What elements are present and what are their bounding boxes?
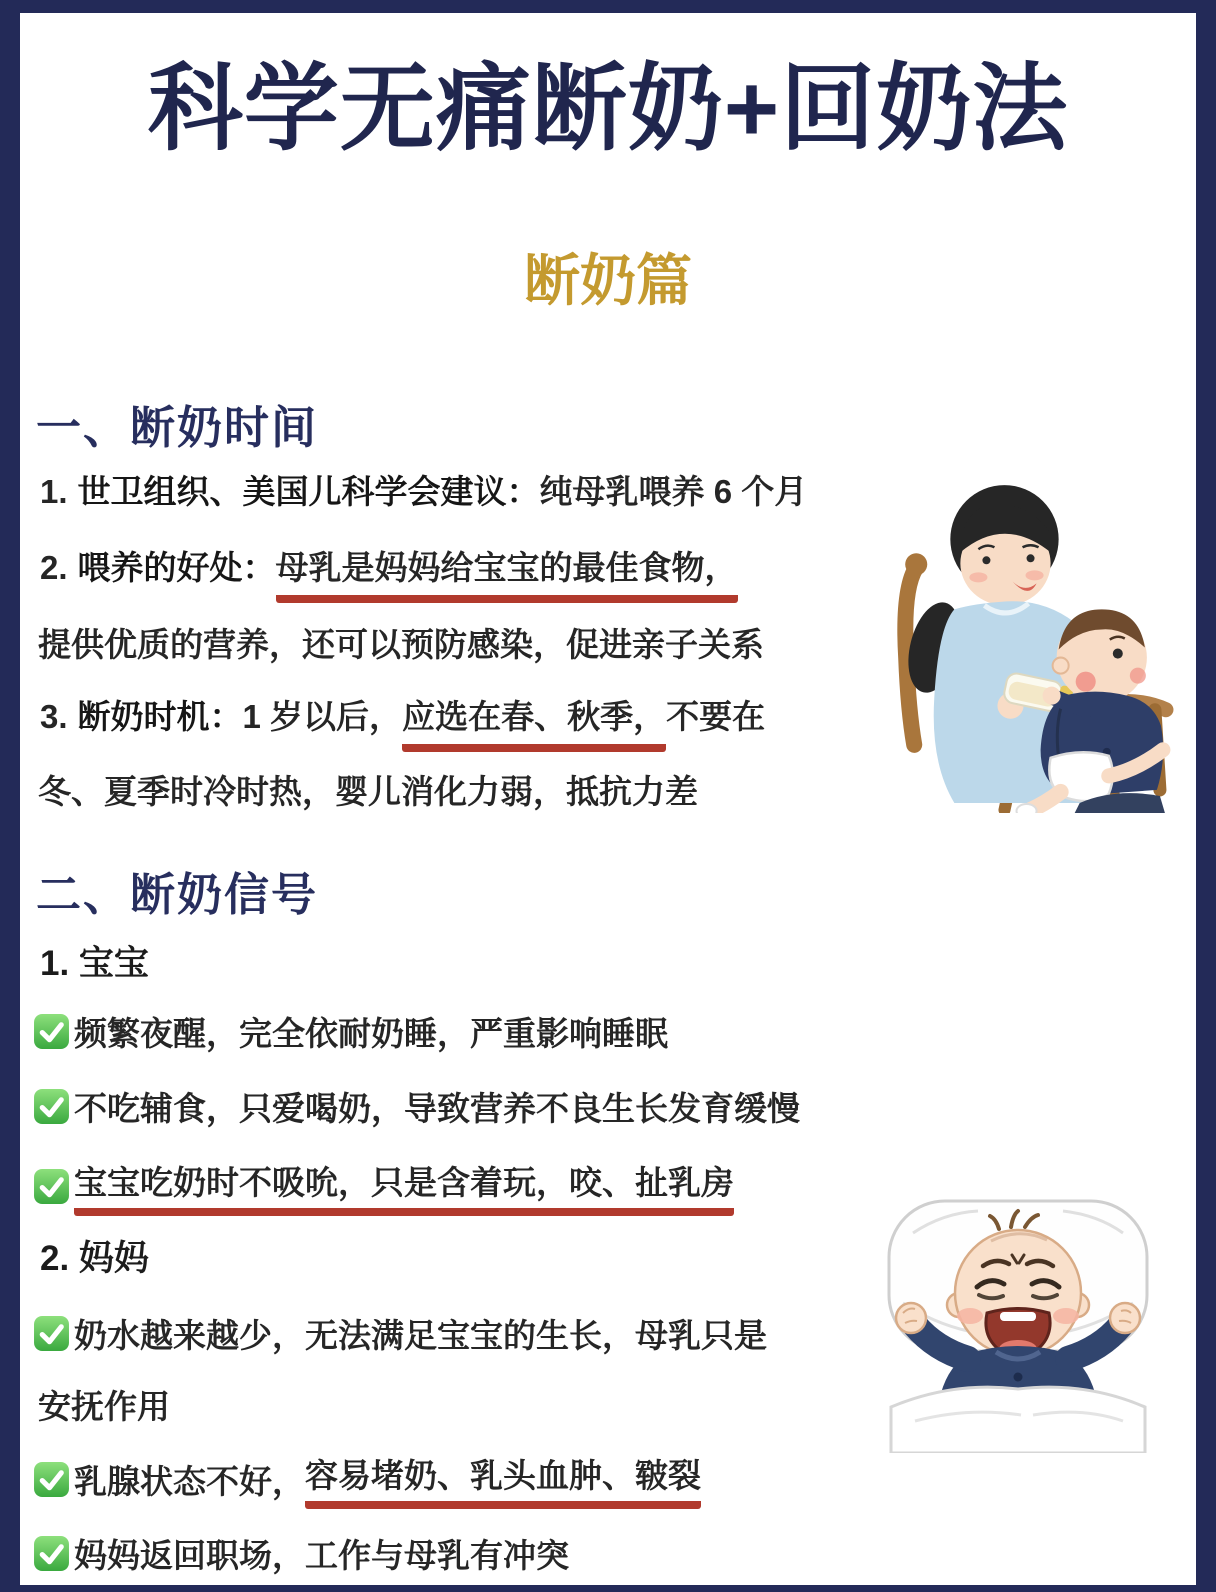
underlined-text: 容易堵奶、乳头血肿、皲裂 — [305, 1450, 701, 1509]
list-item-who-recommendation — [40, 470, 807, 515]
item-number: 1. — [40, 473, 68, 510]
crying-baby-illustration — [868, 1163, 1168, 1453]
item-number: 2. — [40, 549, 68, 586]
underlined-text: 应选在春、秋季， — [402, 695, 666, 752]
check-icon — [33, 1088, 70, 1125]
check-icon — [33, 1535, 70, 1572]
item-bold-text: 喂养的好处： — [77, 549, 276, 586]
check-item-breast-condition — [33, 1450, 701, 1509]
check-item-text: 不吃辅食，只爱喝奶，导致营养不良生长发育缓慢 — [74, 1090, 800, 1127]
mother-feeding-baby-illustration — [846, 457, 1178, 813]
check-item-text: 妈妈返回职场，工作与母乳有冲突 — [74, 1537, 569, 1574]
page-content — [20, 13, 1196, 1585]
check-item-no-solids — [33, 1083, 800, 1130]
list-item-weaning-timing — [40, 695, 765, 752]
underlined-text: 宝宝吃奶时不吸吮，只是含着玩，咬、扯乳房 — [74, 1157, 734, 1216]
list-item-feeding-benefits-cont — [38, 623, 764, 668]
check-item-less-milk — [33, 1310, 767, 1357]
section2-heading: 二、断奶信号 — [36, 869, 319, 920]
item-text: 1 岁以后， — [242, 698, 403, 735]
item-text: 提供优质的营养，还可以预防感染，促进亲子关系 — [38, 626, 764, 663]
check-icon — [33, 1013, 70, 1050]
check-item-text: 奶水越来越少，无法满足宝宝的生长，母乳只是 — [74, 1317, 767, 1354]
check-item-text: 乳腺状态不好， — [74, 1463, 305, 1500]
subsection-mom-label: 2. 妈妈 — [40, 1239, 149, 1278]
check-item-not-sucking — [33, 1157, 734, 1216]
item-bold-text: 世卫组织、美国儿科学会建议： — [77, 473, 540, 510]
check-icon — [33, 1315, 70, 1352]
item-text: 纯母乳喂养 6 个月 — [539, 473, 808, 510]
list-item-feeding-benefits — [40, 546, 738, 603]
check-item-less-milk-cont — [38, 1385, 170, 1430]
item-text: 冬、夏季时冷时热，婴儿消化力弱，抵抗力差 — [38, 773, 698, 810]
item-text: 安抚作用 — [38, 1388, 170, 1425]
page-subtitle: 断奶篇 — [524, 249, 692, 312]
check-item-back-to-work — [33, 1530, 569, 1577]
item-text: 不要在 — [666, 698, 766, 735]
blanket — [891, 1387, 1145, 1453]
check-item-text: 频繁夜醒，完全依耐奶睡，严重影响睡眠 — [74, 1015, 668, 1052]
list-item-weaning-timing-cont — [38, 770, 698, 815]
page-title: 科学无痛断奶+回奶法 — [147, 56, 1069, 162]
check-icon — [33, 1461, 70, 1498]
check-item-night-waking — [33, 1008, 668, 1055]
item-number: 3. — [40, 698, 68, 735]
subsection-baby-label: 1. 宝宝 — [40, 944, 149, 983]
check-icon — [33, 1168, 70, 1205]
item-bold-text: 断奶时机： — [77, 698, 243, 735]
section1-heading: 一、断奶时间 — [36, 402, 319, 453]
underlined-text: 母乳是妈妈给宝宝的最佳食物， — [276, 546, 738, 603]
